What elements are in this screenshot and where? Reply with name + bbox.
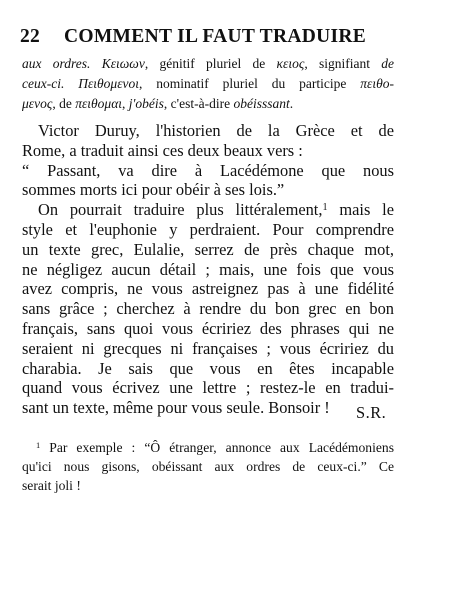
- footnote-line: qu'ici nous gisons, obéissant aux ordres de ceux-ci.” Ce: [22, 459, 394, 474]
- gloss-text: [90, 56, 101, 71]
- greek-or-italic-term: ceux-ci.: [22, 76, 65, 91]
- footnote-text: Par exemple : “Ô étranger, annonce aux Lacédémoniens: [40, 440, 394, 455]
- footnote-marker: 1: [36, 439, 41, 450]
- gloss-text: , génitif pluriel de: [144, 56, 277, 71]
- footnote-reference[interactable]: 1: [322, 202, 328, 214]
- text-fragment: mais le: [327, 200, 394, 220]
- quotation-line: “ Passant, va dire à Lacédémone que nous: [22, 160, 394, 180]
- gloss-text: , c'est-à-dire: [163, 96, 234, 111]
- text-line: sant un texte, même pour vous seule. Bonsoir !: [22, 398, 330, 418]
- running-header: [20, 26, 392, 50]
- text-line: sans grâce ; cherchez à rendre du bon grec en bon: [22, 299, 394, 319]
- gloss-text: ,: [122, 96, 129, 111]
- greek-or-italic-term: aux ordres.: [22, 56, 91, 71]
- text-line: charabia. Je sais que vous en êtes incapable: [22, 358, 394, 378]
- continued-gloss: [22, 54, 394, 114]
- gloss-text: .: [289, 96, 294, 111]
- greek-or-italic-term: obéisssant: [233, 96, 290, 111]
- text-line: quand vous écrivez une lettre ; restez-le en tradui-: [22, 378, 394, 398]
- signature: S.R.: [356, 403, 387, 422]
- main-text: [22, 121, 394, 418]
- gloss-text: [64, 76, 78, 91]
- gloss-text: , de: [52, 96, 76, 111]
- gloss-text: , nominatif pluriel du participe: [139, 76, 361, 91]
- greek-or-italic-term: πειθο-: [360, 76, 394, 91]
- text-line: Victor Duruy, l'historien de la Grèce et de: [38, 121, 394, 140]
- gloss-text: , signifiant: [304, 56, 382, 71]
- text-line: Rome, a traduit ainsi ces deux beaux vers :: [22, 140, 303, 160]
- text-line: style et l'euphonie y perdraient. Pour comprendre: [22, 219, 394, 239]
- greek-or-italic-term: πειθομαι: [75, 96, 123, 111]
- greek-or-italic-term: μενος: [22, 96, 53, 111]
- greek-or-italic-term: κειος: [276, 56, 305, 71]
- running-title: COMMENT IL FAUT TRADUIRE: [64, 26, 367, 47]
- gloss-line: [22, 54, 394, 74]
- text-line: un texte grec, Eulalie, serrez de près chaque mot,: [22, 239, 394, 259]
- footnote: [22, 438, 394, 495]
- greek-or-italic-term: Κειωων: [101, 56, 145, 71]
- text-fragment: On pourrait traduire plus littéralement,: [38, 200, 323, 220]
- text-line: avez compris, ne vous astreignez pas à une fidélité: [22, 279, 394, 299]
- text-line: [22, 200, 394, 220]
- greek-or-italic-term: de: [381, 56, 395, 71]
- gloss-line: [22, 94, 394, 114]
- footnote-line: serait joli !: [22, 478, 81, 493]
- text-line: seraient ni grecques ni françaises ; vous écririez du: [22, 338, 394, 358]
- gloss-line: [22, 74, 394, 94]
- page-number: 22: [20, 26, 41, 47]
- text-line: ne négligez aucun détail ; mais, une fois que vous: [22, 259, 394, 279]
- quotation-line: sommes morts ici pour obéir à ses lois.”: [22, 180, 285, 200]
- greek-or-italic-term: Πειθομενοι: [78, 76, 140, 91]
- text-line: français, sans quoi vous écririez des phrases qui ne: [22, 318, 394, 338]
- greek-or-italic-term: j'obéis: [128, 96, 164, 111]
- footnote-line: [22, 438, 394, 457]
